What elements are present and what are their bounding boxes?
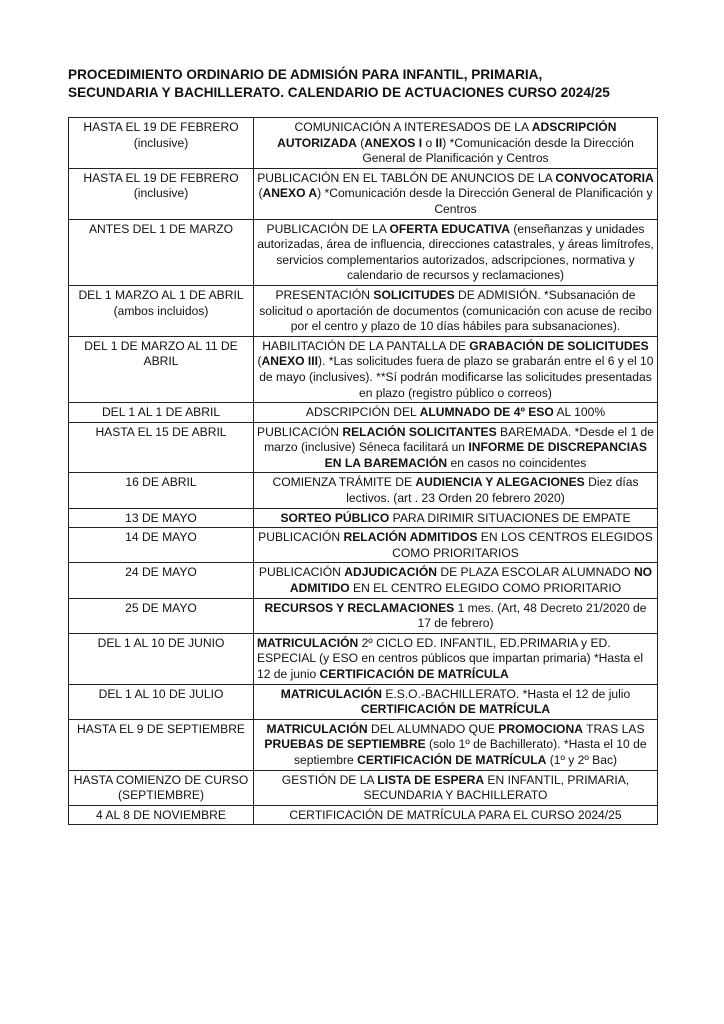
text: DE PLAZA ESCOLAR ALUMNADO	[437, 565, 634, 580]
bold-text: MATRICULACIÓN	[257, 635, 359, 650]
text: ADSCRIPCIÓN DEL	[305, 405, 420, 420]
bold-text: AUDIENCIA Y ALEGACIONES	[415, 475, 585, 490]
activity-cell	[254, 719, 658, 770]
document-title	[68, 66, 668, 102]
text: COMUNICACIÓN A INTERESADOS DE LA	[294, 120, 532, 134]
text: (	[356, 135, 365, 150]
bold-text: NO ADMITIDO	[289, 565, 653, 596]
text: COMIENZA TRÁMITE DE	[272, 475, 416, 490]
table-row	[69, 563, 658, 598]
activity-cell	[254, 598, 658, 633]
date-cell: HASTA COMIENZO DE CURSO (SEPTIEMBRE)	[69, 770, 254, 805]
date-cell: HASTA EL 19 DE FEBRERO (inclusive)	[69, 168, 254, 219]
text: PUBLICACIÓN	[258, 530, 344, 545]
bold-text: SORTEO PÚBLICO	[280, 510, 390, 525]
table-row	[69, 598, 658, 633]
text: AL 100%	[553, 405, 606, 420]
date-cell: 4 AL 8 DE NOVIEMBRE	[69, 805, 254, 825]
title-line: PROCEDIMIENTO ORDINARIO DE ADMISIÓN PARA INFANTIL, PRIMARIA,	[68, 67, 543, 82]
table-row	[69, 219, 658, 285]
text: GESTIÓN DE LA	[281, 772, 378, 787]
table-row	[69, 118, 658, 169]
bold-text: ANEXO III	[261, 354, 318, 369]
activity-cell	[254, 285, 658, 336]
text: PUBLICACIÓN DE LA	[266, 221, 390, 236]
text: E.S.O.-BACHILLERATO. *Hasta el 12 de julio	[381, 686, 631, 701]
bold-text: PRUEBAS DE SEPTIEMBRE	[264, 737, 426, 752]
bold-text: RELACIÓN SOLICITANTES	[342, 424, 497, 439]
text: DE ADMISIÓN. *Subsanación de solicitud o aportación de documentos (comunicación con acuse de recibo por el centro y plazo de 10 días hábiles para subsanaciones).	[259, 287, 652, 334]
calendar-body	[69, 118, 658, 825]
date-cell: 14 DE MAYO	[69, 528, 254, 563]
activity-cell	[254, 219, 658, 285]
text: CERTIFICACIÓN DE MATRÍCULA PARA EL CURSO 2024/25	[289, 807, 622, 822]
table-row	[69, 422, 658, 473]
date-cell: HASTA EL 9 DE SEPTIEMBRE	[69, 719, 254, 770]
text: EN EL CENTRO ELEGIDO COMO PRIORITARIO	[349, 581, 622, 596]
table-row	[69, 508, 658, 528]
date-cell: DEL 1 AL 10 DE JULIO	[69, 684, 254, 719]
bold-text: PROMOCIONA	[498, 721, 583, 736]
table-row	[69, 336, 658, 402]
table-row	[69, 473, 658, 508]
table-row	[69, 403, 658, 423]
table-row	[69, 168, 658, 219]
bold-text: CERTIFICACIÓN DE MATRÍCULA	[360, 702, 551, 717]
bold-text: OFERTA EDUCATIVA	[389, 221, 510, 236]
date-cell: DEL 1 DE MARZO AL 11 DE ABRIL	[69, 336, 254, 402]
text: 1 mes. (Art, 48 Decreto 21/2020 de 17 de febrero)	[417, 600, 647, 631]
date-cell: DEL 1 MARZO AL 1 DE ABRIL (ambos incluidos)	[69, 285, 254, 336]
date-cell: 24 DE MAYO	[69, 563, 254, 598]
text: DEL ALUMNADO QUE	[367, 721, 499, 736]
activity-cell	[254, 168, 658, 219]
bold-text: INFORME DE DISCREPANCIAS EN LA BAREMACIÓN	[324, 440, 647, 470]
date-cell: HASTA EL 15 DE ABRIL	[69, 422, 254, 473]
text: en casos no coincidentes	[447, 455, 587, 470]
bold-text: ANEXOS I	[364, 135, 423, 150]
date-cell: HASTA EL 19 DE FEBRERO (inclusive)	[69, 118, 254, 169]
date-cell: 16 DE ABRIL	[69, 473, 254, 508]
table-row	[69, 528, 658, 563]
text: (solo 1º de Bachillerato). *Hasta el 10 de septiembre	[293, 737, 647, 767]
text: Diez días lectivos. (art . 23 Orden 20 febrero 2020)	[346, 475, 639, 506]
date-cell: 25 DE MAYO	[69, 598, 254, 633]
bold-text: GRABACIÓN DE SOLICITUDES	[469, 338, 649, 353]
table-row	[69, 770, 658, 805]
bold-text: ANEXO A	[262, 186, 318, 201]
title-line: SECUNDARIA Y BACHILLERATO. CALENDARIO DE ACTUACIONES CURSO 2024/25	[68, 85, 610, 100]
text: PUBLICACIÓN EN EL TABLÓN DE ANUNCIOS DE LA	[257, 170, 556, 185]
text: (enseñanzas y unidades autorizadas, área de influencia, direcciones catastrales, y áreas limítrofes, servicios complementarios autorizados, adscripciones, normativa y calendario de recursos y reclamaciones)	[257, 221, 654, 283]
activity-cell	[254, 508, 658, 528]
bold-text: MATRICULACIÓN	[266, 721, 368, 736]
activity-cell	[254, 118, 658, 169]
text: (	[257, 354, 262, 369]
table-row	[69, 719, 658, 770]
text: PUBLICACIÓN	[258, 565, 345, 580]
activity-cell	[254, 422, 658, 473]
bold-text: SOLICITUDES	[373, 287, 455, 302]
activity-cell	[254, 473, 658, 508]
text: PRESENTACIÓN	[275, 287, 374, 302]
date-cell: 13 DE MAYO	[69, 508, 254, 528]
table-row	[69, 285, 658, 336]
text: EN INFANTIL, PRIMARIA, SECUNDARIA Y BACHILLERATO	[363, 772, 630, 803]
text: TRAS LAS	[582, 721, 645, 736]
activity-cell	[254, 805, 658, 825]
activity-cell	[254, 336, 658, 402]
activity-cell	[254, 684, 658, 719]
table-row	[69, 684, 658, 719]
table-row	[69, 633, 658, 684]
text: PUBLICACIÓN	[257, 424, 343, 439]
bold-text: ALUMNADO DE 4º ESO	[419, 405, 554, 420]
bold-text: MATRICULACIÓN	[280, 686, 382, 701]
bold-text: CERTIFICACIÓN DE MATRÍCULA	[357, 752, 547, 767]
bold-text: LISTA DE ESPERA	[377, 772, 485, 787]
text: PARA DIRIMIR SITUACIONES DE EMPATE	[389, 510, 631, 525]
text: HABILITACIÓN DE LA PANTALLA DE	[262, 338, 470, 353]
table-row	[69, 805, 658, 825]
bold-text: CERTIFICACIÓN DE MATRÍCULA	[319, 667, 509, 681]
bold-text: CONVOCATORIA	[555, 170, 654, 185]
activity-cell	[254, 403, 658, 423]
text: (	[258, 186, 263, 201]
text: ). *Las solicitudes fuera de plazo se grabarán entre el 6 y el 10 de mayo (inclusives). **Sí podrán modificarse las solicitudes presentadas en plazo (registro público o correos)	[259, 354, 654, 400]
bold-text: II	[435, 135, 443, 150]
calendar-table	[68, 117, 658, 825]
text: ) *Comunicación desde la Dirección General de Planificación y Centros	[362, 135, 634, 166]
bold-text: RELACIÓN ADMITIDOS	[343, 530, 478, 545]
text: (1º y 2º Bac)	[546, 752, 618, 767]
bold-text: RECURSOS Y RECLAMACIONES	[264, 600, 455, 615]
date-cell: ANTES DEL 1 DE MARZO	[69, 219, 254, 285]
activity-cell	[254, 563, 658, 598]
activity-cell	[254, 528, 658, 563]
text: ) *Comunicación desde la Dirección General de Planificación y Centros	[317, 186, 653, 216]
text: EN LOS CENTROS ELEGIDOS COMO PRIORITARIOS	[392, 530, 653, 560]
date-cell: DEL 1 AL 1 DE ABRIL	[69, 403, 254, 423]
text: BAREMADA. *Desde el 1 de marzo (inclusive) Séneca facilitará un	[264, 424, 654, 455]
bold-text: ADSCRIPCIÓN AUTORIZADA	[277, 120, 617, 150]
text: 2º CICLO ED. INFANTIL, ED.PRIMARIA y ED. ESPECIAL (y ESO en centros públicos que impartan primaria) *Hasta el 12 de junio	[257, 635, 644, 681]
date-cell: DEL 1 AL 10 DE JUNIO	[69, 633, 254, 684]
activity-cell	[254, 770, 658, 805]
activity-cell	[254, 633, 658, 684]
bold-text: ADJUDICACIÓN	[344, 565, 438, 580]
text: o	[422, 135, 436, 150]
